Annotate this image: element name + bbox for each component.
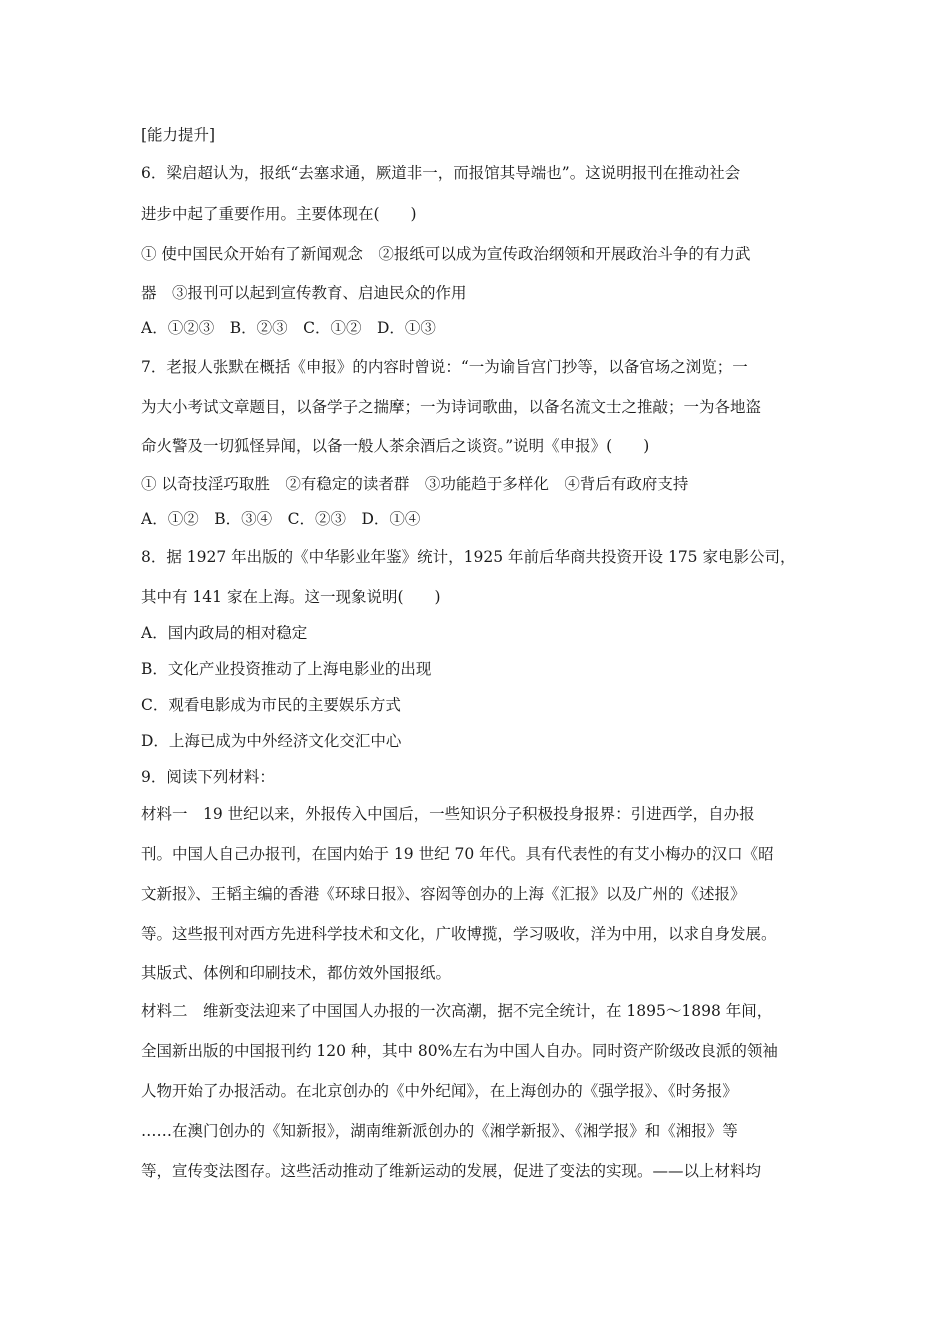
q6-items-line-2: 器 ③报刊可以起到宣传教育、启迪民众的作用 xyxy=(141,284,467,302)
q7-items: ① 以奇技淫巧取胜 ②有稳定的读者群 ③功能趋于多样化 ④背后有政府支持 xyxy=(141,475,689,493)
q9-stem: 9．阅读下列材料： xyxy=(141,768,275,786)
q9-material-2-line-2: 全国新出版的中国报刊约 120 种，其中 80%左右为中国人自办。同时资产阶级改良派的领袖 xyxy=(141,1042,778,1060)
q7-options: A．①② B．③④ C．②③ D．①④ xyxy=(141,510,421,528)
q6-items-line-1: ① 使中国民众开始有了新闻观念 ②报纸可以成为宣传政治纲领和开展政治斗争的有力武 xyxy=(141,245,751,263)
q9-material-2-line-3: 人物开始了办报活动。在北京创办的《中外纪闻》，在上海创办的《强学报》、《时务报》 xyxy=(141,1082,738,1100)
q9-material-2-line-4: ……在澳门创办的《知新报》，湖南维新派创办的《湘学新报》、《湘学报》和《湘报》等 xyxy=(141,1122,738,1140)
q8-stem-line-1: 8．据 1927 年出版的《中华影业年鉴》统计，1925 年前后华商共投资开设 175 家电影公司， xyxy=(141,548,796,566)
q9-material-1-line-3: 文新报》、王韬主编的香港《环球日报》、容闳等创办的上海《汇报》以及广州的《述报》 xyxy=(141,885,746,903)
section-label: [能力提升] xyxy=(141,126,216,144)
q6-options: A．①②③ B．②③ C．①② D．①③ xyxy=(141,319,436,337)
q6-stem-line-2: 进步中起了重要作用。主要体现在( ) xyxy=(141,205,417,223)
q9-material-1-line-4: 等。这些报刊对西方先进科学技术和文化，广收博揽，学习吸收，洋为中用，以求自身发展。 xyxy=(141,925,777,943)
q6-stem-line-1: 6．梁启超认为，报纸“去塞求通，厥道非一，而报馆其导端也”。这说明报刊在推动社会 xyxy=(141,164,741,182)
q7-stem-line-2: 为大小考试文章题目，以备学子之揣摩；一为诗词歌曲，以备名流文士之推敲；一为各地盗 xyxy=(141,398,762,416)
q8-option-d: D．上海已成为中外经济文化交汇中心 xyxy=(141,732,402,750)
q9-material-2-line-1: 材料二 维新变法迎来了中国国人办报的一次高潮，据不完全统计，在 1895～1898 年间， xyxy=(141,1002,773,1020)
q7-stem-line-3: 命火警及一切狐怪异闻，以备一般人茶余酒后之谈资。”说明《申报》( ) xyxy=(141,437,650,455)
q8-stem-line-2: 其中有 141 家在上海。这一现象说明( ) xyxy=(141,588,441,606)
q8-option-c: C．观看电影成为市民的主要娱乐方式 xyxy=(141,696,401,714)
q9-material-1-line-1: 材料一 19 世纪以来，外报传入中国后，一些知识分子积极投身报界：引进西学，自办报 xyxy=(141,805,755,823)
q9-material-1-line-2: 刊。中国人自己办报刊，在国内始于 19 世纪 70 年代。具有代表性的有艾小梅办的汉口《昭 xyxy=(141,845,774,863)
q9-material-2-line-5: 等，宣传变法图存。这些活动推动了维新运动的发展，促进了变法的实现。——以上材料均 xyxy=(141,1162,762,1180)
q8-option-b: B．文化产业投资推动了上海电影业的出现 xyxy=(141,660,432,678)
q8-option-a: A．国内政局的相对稳定 xyxy=(141,624,308,642)
q7-stem-line-1: 7．老报人张默在概括《申报》的内容时曾说：“一为谕旨宫门抄等，以备官场之浏览；一 xyxy=(141,358,748,376)
q9-material-1-line-5: 其版式、体例和印刷技术，都仿效外国报纸。 xyxy=(141,964,452,982)
